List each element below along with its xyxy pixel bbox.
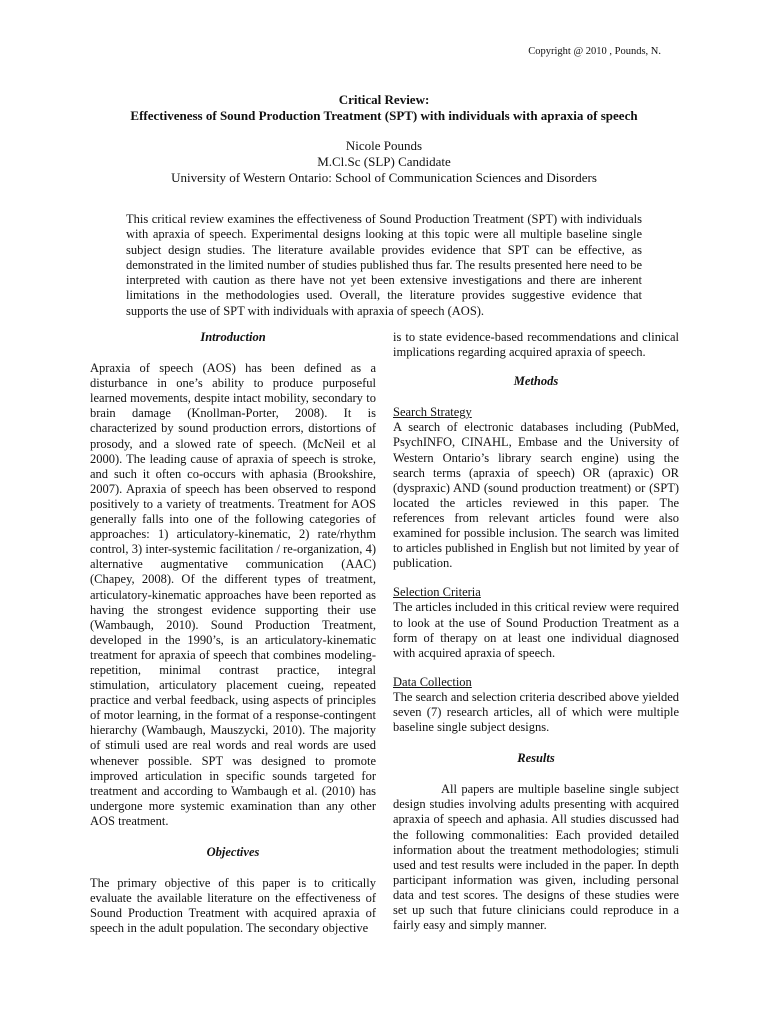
author-name: Nicole Pounds [345,138,423,153]
selection-criteria-heading: Selection Criteria [393,585,481,600]
search-strategy-body: A search of electronic databases including (PubMed, PsychINFO, CINAHL, Embase and the University of Western Ontario’s library search engine) using the search terms (apraxia of speech) OR (apraxic) OR (dyspraxic) AND (sound production treatment) or (SPT) located the articles reviewed in this paper. The references from relevant articles found were also examined for possible inclusion. The search was limited to articles published in English but not limited by year of publication. [393,420,679,571]
introduction-body: Apraxia of speech (AOS) has been defined as a disturbance in one’s ability to produce purposeful learned movements, despite intact mobility, secondary to brain damage (Knollman-Porter, 2008). It is characterized by sound production errors, distortions of prosody, and a slowed rate of speech. (McNeil et al 2000). The leading cause of apraxia of speech is stroke, and such it often co-occurs with aphasia (Brookshire, 2007). Apraxia of speech has been observed to respond positively to a variety of treatments. Treatment for AOS generally falls into one of the following categories of approaches: 1) articulatory-kinematic, 2) rate/rhythm control, 3) inter-systemic facilitation / re-organization, 4) alternative augmentative communication (AAC) (Chapey, 2008). Of the different types of treatment, articulatory-kinematic approaches have been reported as having the strongest evidence supporting their use (Wambaugh, 2010). Sound Production Treatment, developed in the 1990’s, is an articulatory-kinematic treatment for apraxia of speech that combines modeling-repetition, minimal contrast practice, integral stimulation, articulatory placement cueing, repeated practice and verbal feedback, using aspects of principles of motor learning, in the format of a response-contingent hierarchy (Wambaugh, Mauszycki, 2010). The majority of stimuli used are real words and real words are used whenever possible. SPT was designed to promote improved articulation in specific sounds targeted for treatment and according to Wambaugh et al. (2010) has undergone more systemic examination than any other AOS treatment. [90,361,376,828]
objectives-continuation: is to state evidence-based recommendations and clinical implications regarding acquired apraxia of speech. [393,330,679,360]
results-body: All papers are multiple baseline single subject design studies involving adults presenting with acquired apraxia of speech and aphasia. All studies discussed had the following commonalities: Each provided detailed information about the treatment methodologies; stimuli used and test results were included in the paper. In depth participant information was given, including personal data and test scores. The designs of these studies were set up such that future clinicians could reproduce in a fairly easy and simply manner. [393,782,679,933]
objectives-heading: Objectives [206,845,260,859]
data-collection-body: The search and selection criteria described above yielded seven (7) research articles, all of which were multiple baseline single subject designs. [393,689,679,735]
author-affiliation: University of Western Ontario: School of Communication Sciences and Disorders [171,170,597,185]
copyright-notice: Copyright @ 2010 , Pounds, N. [528,46,661,57]
abstract: This critical review examines the effectiveness of Sound Production Treatment (SPT) with individuals with apraxia of speech. Experimental designs looking at this topic were all multiple baseline single subject design studies. The literature available provides evidence that SPT can be effective, as demonstrated in the limited number of studies published thus far. The results presented here need to be interpreted with caution as there have not yet been extensive investigations and there are inherent limitations in the methodologies used. Overall, the literature provides suggestive evidence that supports the use of SPT with individuals with apraxia of speech (AOS). [126,212,642,318]
title-line-1: Critical Review: [338,92,430,107]
author-block [100,138,668,186]
title-line-2: Effectiveness of Sound Production Treatment (SPT) with individuals with apraxia of speech [130,108,638,123]
results-heading: Results [517,751,555,766]
selection-criteria-body: The articles included in this critical review were required to look at the use of Sound Production Treatment as a form of therapy on at least one individual diagnosed with acquired apraxia of speech. [393,600,679,660]
objectives-body: The primary objective of this paper is to critically evaluate the available literature on the effectiveness of Sound Production Treatment with acquired apraxia of speech in the adult population. The secondary objective [90,876,376,936]
data-collection-heading: Data Collection [393,674,472,689]
right-column [393,330,679,933]
introduction-heading: Introduction [200,330,266,344]
author-degree: M.Cl.Sc (SLP) Candidate [317,154,451,169]
left-column [90,330,376,936]
paper-header [100,92,668,186]
search-strategy-heading: Search Strategy [393,405,472,420]
methods-heading: Methods [513,374,559,389]
